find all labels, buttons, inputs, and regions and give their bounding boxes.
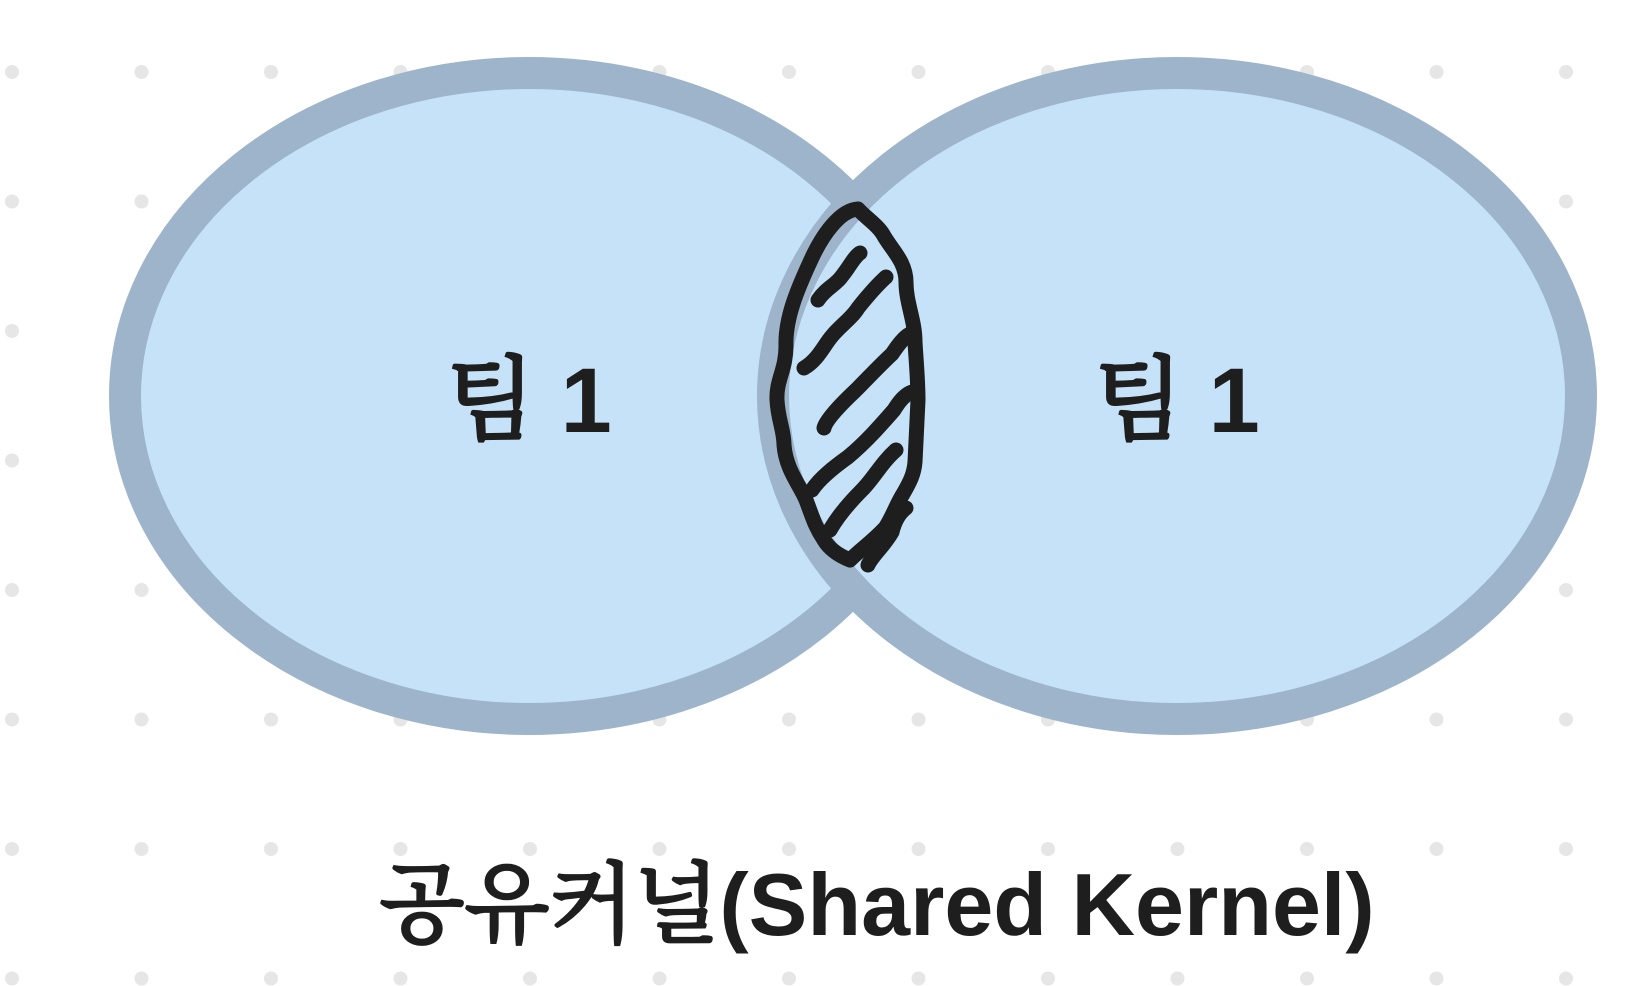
grid-dot xyxy=(1171,842,1185,856)
grid-dot xyxy=(135,972,149,986)
grid-dot xyxy=(782,842,796,856)
grid-dot xyxy=(1430,713,1444,727)
grid-dot xyxy=(264,842,278,856)
grid-dot xyxy=(1430,842,1444,856)
grid-dot xyxy=(782,65,796,79)
grid-dot xyxy=(1300,972,1314,986)
grid-dot xyxy=(1300,842,1314,856)
grid-dot xyxy=(653,972,667,986)
grid-dot xyxy=(1559,972,1573,986)
grid-dot xyxy=(1559,713,1573,727)
grid-dot xyxy=(5,454,19,468)
grid-dot xyxy=(5,842,19,856)
grid-dot xyxy=(653,842,667,856)
grid-dot xyxy=(394,972,408,986)
grid-dot xyxy=(523,972,537,986)
grid-dot xyxy=(1559,195,1573,209)
grid-dot xyxy=(1171,972,1185,986)
grid-dot xyxy=(5,583,19,597)
grid-dot xyxy=(135,842,149,856)
grid-dot xyxy=(912,842,926,856)
grid-dot xyxy=(1430,972,1444,986)
grid-dot xyxy=(135,195,149,209)
grid-dot xyxy=(264,713,278,727)
grid-dot xyxy=(135,65,149,79)
diagram-caption: 공유커널(Shared Kernel) xyxy=(379,855,1375,954)
grid-dot xyxy=(1041,972,1055,986)
grid-dot xyxy=(264,972,278,986)
grid-dot xyxy=(5,972,19,986)
grid-dot xyxy=(912,972,926,986)
grid-dot xyxy=(782,713,796,727)
team-label-left: 팀 1 xyxy=(446,350,612,452)
grid-dot xyxy=(912,65,926,79)
team-label-right: 팀 1 xyxy=(1094,350,1260,452)
grid-dot xyxy=(394,842,408,856)
grid-dot xyxy=(1559,583,1573,597)
grid-dot xyxy=(135,713,149,727)
grid-dot xyxy=(135,583,149,597)
grid-dot xyxy=(1559,65,1573,79)
grid-dot xyxy=(5,195,19,209)
grid-dot xyxy=(912,713,926,727)
grid-dot xyxy=(1041,842,1055,856)
grid-dot xyxy=(5,324,19,338)
grid-dot xyxy=(264,65,278,79)
grid-dot xyxy=(5,65,19,79)
grid-dot xyxy=(782,972,796,986)
grid-dot xyxy=(5,713,19,727)
grid-dot xyxy=(523,842,537,856)
grid-dot xyxy=(1559,842,1573,856)
grid-dot xyxy=(1430,65,1444,79)
